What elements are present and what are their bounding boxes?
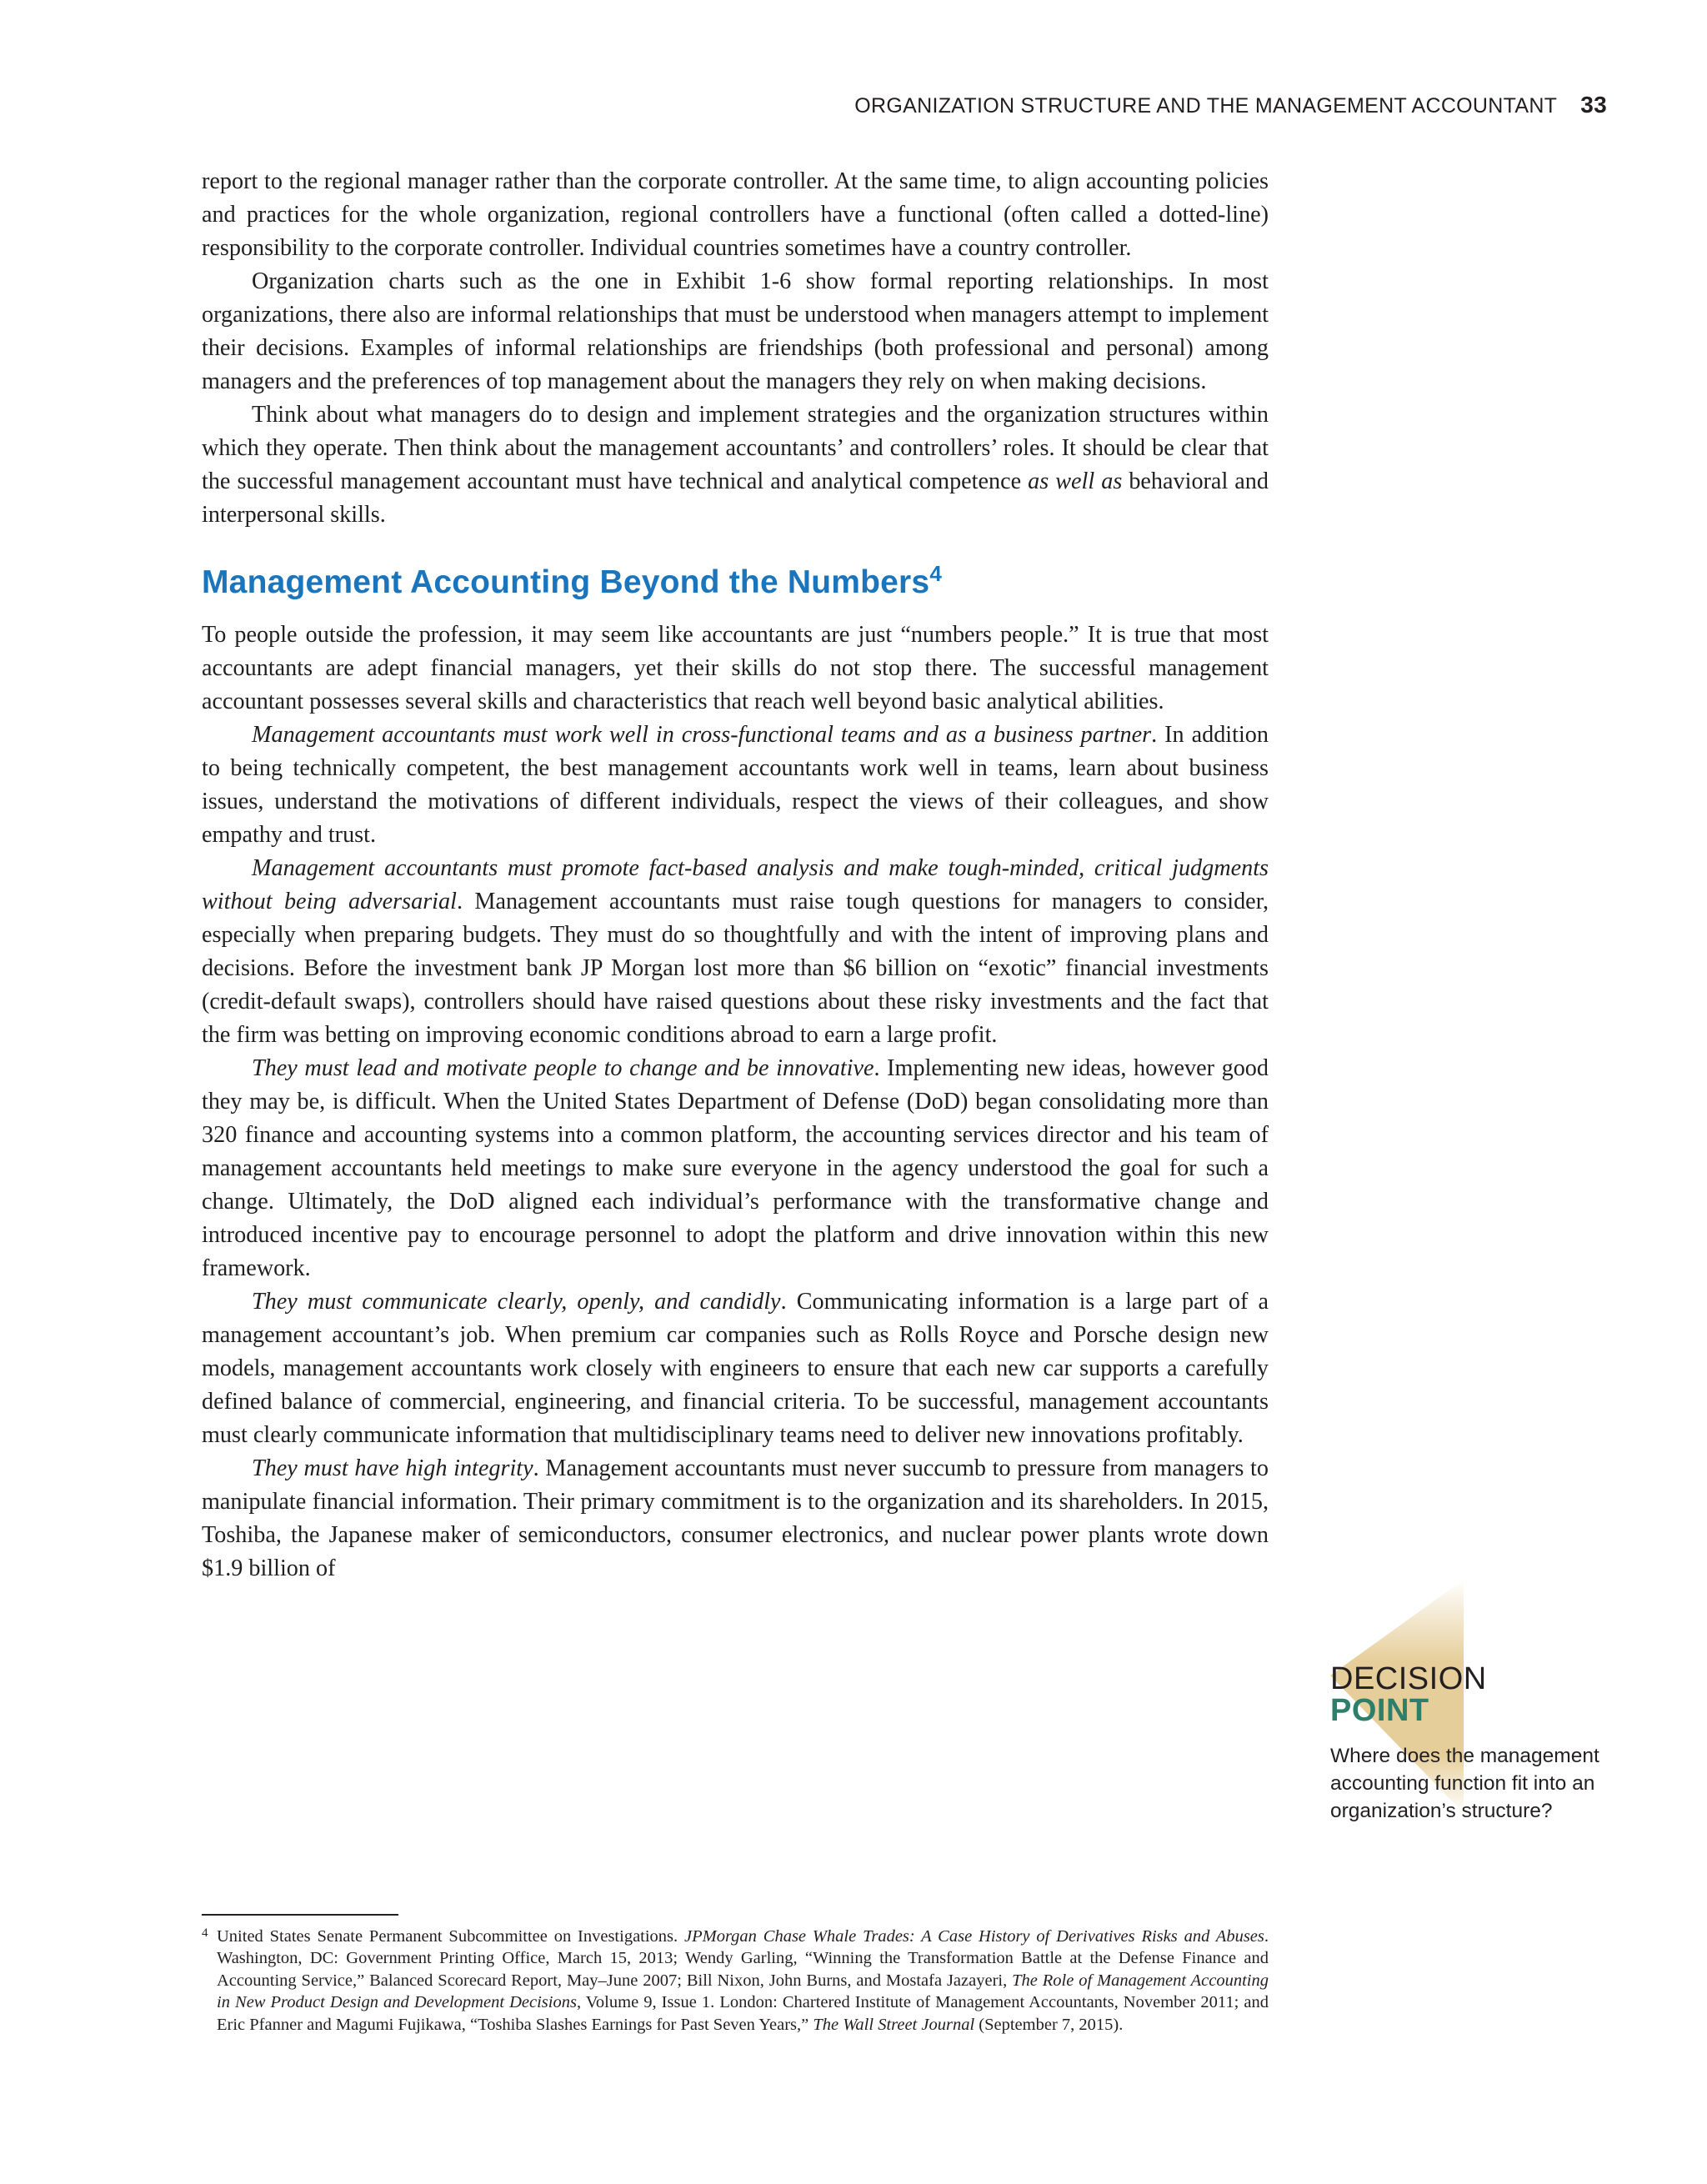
paragraph: report to the regional manager rather than the corporate controller. At the same time, to align accounting policies and practices for the whole organization, regional controllers have a functional (often called a dotted-line) responsibility to the corporate controller. Individual countries sometimes have a country controller.: [202, 168, 1269, 261]
footnote-reference: 4: [929, 561, 942, 586]
paragraph: Think about what managers do to design and implement strategies and the organization structures within which they operate. Then think about the management accountants’ and controllers’ roles. It should be clear that the successful management accountant must have technical and analytical competence as well as behavioral and interpersonal skills.: [202, 402, 1269, 528]
running-title: ORGANIZATION STRUCTURE AND THE MANAGEMENT ACCOUNTANT: [854, 94, 1558, 118]
paragraph-lead: They must lead and motivate people to change and be innovative: [252, 1055, 874, 1081]
decision-title-line2: POINT: [1330, 1693, 1429, 1728]
page-number: 33: [1580, 92, 1607, 118]
main-text-column: [202, 165, 1269, 1585]
footnote: [202, 1926, 1269, 2036]
decision-point-sidebar: [1330, 1563, 1605, 1880]
paragraph-lead: They must communicate clearly, openly, and candidly: [252, 1289, 781, 1315]
footnote-text: United States Senate Permanent Subcommittee on Investigations. JPMorgan Chase Whale Trades: A Case History of Derivatives Risks and Abuses. Washington, DC: Government Printing Office, March 15, 2013; Wendy Garling, “Winning the Transformation Battle at the Defense Finance and Accounting Service,” Balanced Scorecard Report, May–June 2007; Bill Nixon, John Burns, and Mostafa Jazayeri, The Role of Management Accounting in New Product Design and Development Decisions, Volume 9, Issue 1. London: Chartered Institute of Management Accountants, November 2011; and Eric Pfanner and Magumi Fujikawa, “Toshiba Slashes Earnings for Past Seven Years,” The Wall Street Journal (September 7, 2015).: [217, 1927, 1269, 2034]
paragraph: Management accountants must promote fact-based analysis and make tough-minded, critical judgments without being adversarial. Management accountants must raise tough questions for managers to consider, especially when preparing budgets. They must do so thoughtfully and with the intent of improving plans and decisions. Before the investment bank JP Morgan lost more than $6 billion on “exotic” financial investments (credit-default swaps), controllers should have raised questions about these risky investments and the fact that the firm was betting on improving economic conditions abroad to earn a large profit.: [202, 855, 1269, 1048]
paragraph: They must have high integrity. Management accountants must never succumb to pressure from managers to manipulate financial information. Their primary commitment is to the organization and its shareholders. In 2015, Toshiba, the Japanese maker of semiconductors, consumer electronics, and nuclear power plants wrote down $1.9 billion of: [202, 1455, 1269, 1581]
paragraph: To people outside the profession, it may seem like accountants are just “numbers people.” It is true that most accountants are adept financial managers, yet their skills do not stop there. The successful management accountant possesses several skills and characteristics that reach well beyond basic analytical abilities.: [202, 622, 1269, 714]
decision-point-title: [1330, 1663, 1487, 1726]
emphasis: as well as: [1028, 468, 1123, 494]
paragraph: Management accountants must work well in cross-functional teams and as a business partner. In addition to being technically competent, the best management accountants work well in teams, learn about business issues, understand the motivations of different individuals, respect the views of their colleagues, and show empathy and trust.: [202, 722, 1269, 848]
paragraph-lead: Management accountants must work well in cross-functional teams and as a business partner: [252, 722, 1152, 748]
running-head: [854, 92, 1607, 118]
section-heading: Management Accounting Beyond the Numbers$^4$: [202, 561, 942, 600]
paragraph: They must communicate clearly, openly, and candidly. Communicating information is a large part of a management accountant’s job. When premium car companies such as Rolls Royce and Porsche design new models, management accountants work closely with engineers to ensure that each new car supports a carefully defined balance of commercial, engineering, and financial criteria. To be successful, management accountants must clearly communicate information that multidisciplinary teams need to deliver new innovations profitably.: [202, 1289, 1269, 1448]
decision-point-question: Where does the management accounting function fit into an organization’s structure?: [1330, 1745, 1599, 1822]
footnote-marker: 4: [202, 1926, 208, 1940]
paragraph: Organization charts such as the one in Exhibit 1-6 show formal reporting relationships. In most organizations, there also are informal relationships that must be understood when managers attempt to implement their decisions. Examples of informal relationships are friendships (both professional and personal) among managers and the preferences of top management about the managers they rely on when making decisions.: [202, 268, 1269, 394]
paragraph: They must lead and motivate people to change and be innovative. Implementing new ideas, however good they may be, is difficult. When the United States Department of Defense (DoD) began consolidating more than 320 finance and accounting systems into a common platform, the accounting services director and his team of management accountants held meetings to make sure everyone in the agency understood the goal for such a change. Ultimately, the DoD aligned each individual’s performance with the transformative change and introduced incentive pay to encourage personnel to adopt the platform and drive innovation within this new framework.: [202, 1055, 1269, 1281]
footnote-divider: [202, 1914, 398, 1916]
paragraph-lead: Management accountants must promote fact-based analysis and make tough-minded, critical judgments without being adversarial: [202, 855, 1269, 914]
paragraph-lead: They must have high integrity: [252, 1455, 533, 1481]
decision-title-line1: DECISION: [1330, 1661, 1487, 1696]
